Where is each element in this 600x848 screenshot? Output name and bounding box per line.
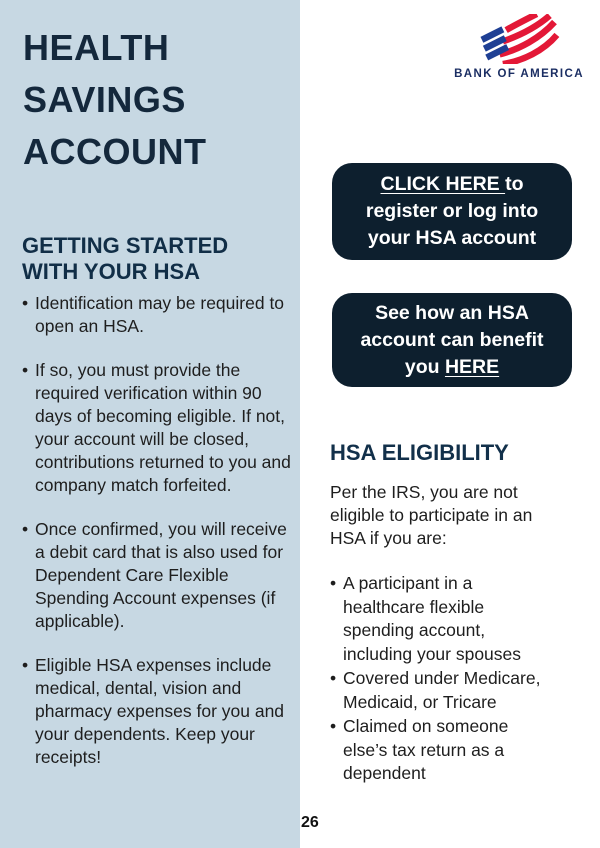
list-item: • Once confirmed, you will receive a debit card that is also used for Dependent Care Flexible Spending Account expenses (if applicable). — [22, 518, 294, 633]
list-item: • If so, you must provide the required verification within 90 days of becoming eligible. If not, your account will be closed, contributions returned to you and company match forfeited. — [22, 359, 294, 497]
list-item: • A participant in a healthcare flexible spending account, including your spouses — [330, 572, 548, 666]
list-item: • Claimed on someone else’s tax return as a dependent — [330, 715, 548, 786]
page-title: HEALTH SAVINGS ACCOUNT — [23, 27, 207, 172]
eligibility-intro: Per the IRS, you are not eligible to participate in an HSA if you are: — [330, 482, 533, 548]
list-item: • Covered under Medicare, Medicaid, or Tricare — [330, 667, 548, 714]
bank-of-america-logo — [450, 14, 588, 80]
page-number: 26 — [301, 814, 319, 831]
list-item: • Eligible HSA expenses include medical, dental, vision and pharmacy expenses for you and your dependents. Keep your receipts! — [22, 654, 294, 769]
getting-started-bullet-list — [22, 292, 294, 790]
register-login-button[interactable] — [332, 163, 572, 260]
bank-of-america-flag-icon — [450, 14, 588, 64]
click-here-link[interactable]: CLICK HERE — [380, 173, 506, 195]
hsa-eligibility-heading: HSA ELIGIBILITY — [330, 440, 509, 465]
here-link[interactable]: HERE — [444, 355, 500, 378]
brand-name: BANK OF AMERICA — [454, 68, 584, 80]
getting-started-heading: GETTING STARTED WITH YOUR HSA — [22, 233, 229, 284]
eligibility-bullet-list — [330, 572, 548, 787]
benefit-button-text: See how an HSA account can benefit you — [360, 301, 544, 378]
register-button-text: to register or log into your HSA account — [365, 173, 539, 249]
list-item: • Identification may be required to open an HSA. — [22, 292, 294, 338]
benefit-link-button[interactable] — [332, 293, 572, 387]
